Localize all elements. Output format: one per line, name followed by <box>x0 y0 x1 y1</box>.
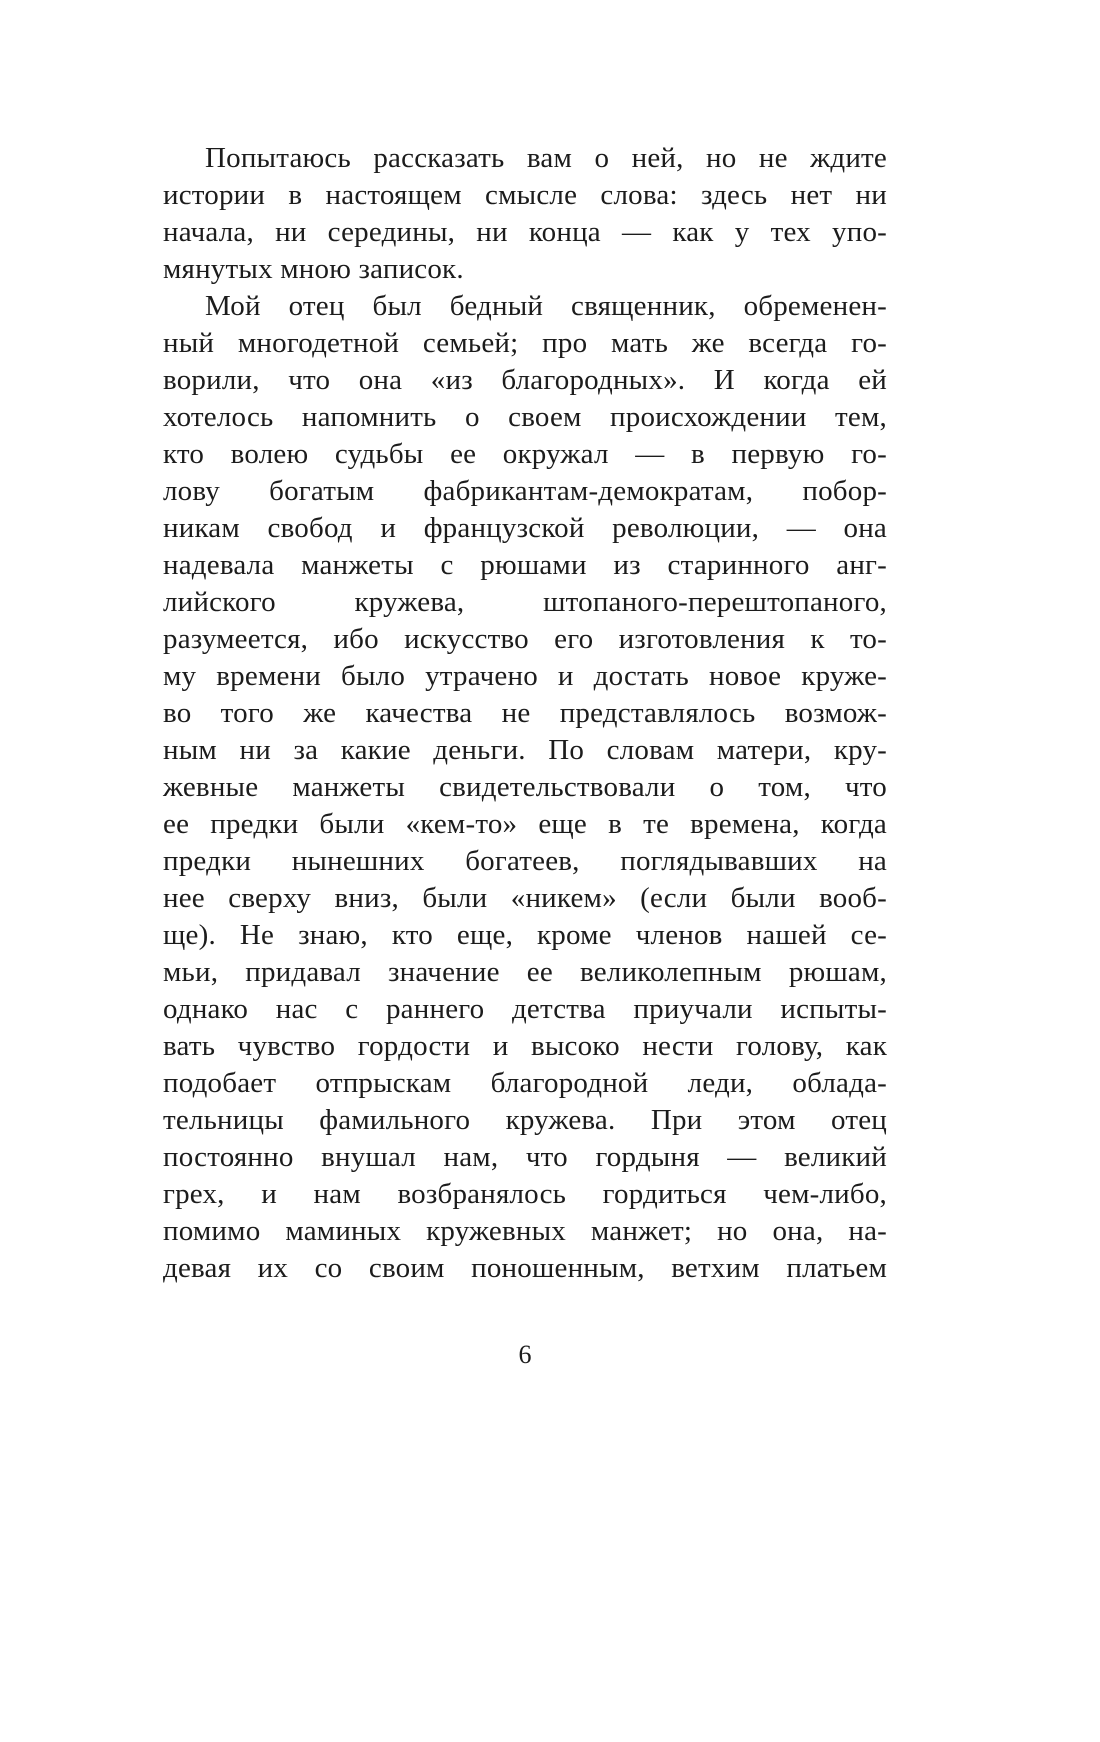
text-line: Попытаюсь рассказать вам о ней, но не ждите <box>205 142 887 174</box>
text-line: мянутых мною записок. <box>163 253 464 285</box>
text-block <box>163 140 887 1287</box>
text-line: предки нынешних богатеев, поглядывавших на <box>163 845 887 877</box>
text-line: постоянно внушал нам, что гордыня — великий <box>163 1141 887 1173</box>
text-line: истории в настоящем смысле слова: здесь нет ни <box>163 179 887 211</box>
text-line: вать чувство гордости и высоко нести голову, как <box>163 1030 887 1062</box>
text-line: мьи, придавал значение ее великолепным рюшам, <box>163 956 887 988</box>
text-line: Мой отец был бедный священник, обременен- <box>205 290 887 322</box>
text-line: ворили, что она «из благородных». И когда ей <box>163 364 887 396</box>
text-line: ным ни за какие деньги. По словам матери, кру- <box>163 734 887 766</box>
page-number: 6 <box>518 1340 532 1369</box>
text-line: хотелось напомнить о своем происхождении тем, <box>163 401 887 433</box>
text-line: начала, ни середины, ни конца — как у тех упо- <box>163 216 887 248</box>
text-line: ее предки были «кем-то» еще в те времена, когда <box>163 808 887 840</box>
text-line: нее сверху вниз, были «никем» (если были вооб- <box>163 882 887 914</box>
text-line: во того же качества не представлялось возмож- <box>163 697 887 729</box>
text-line: жевные манжеты свидетельствовали о том, что <box>163 771 887 803</box>
text-line: никам свобод и французской революции, — она <box>163 512 887 544</box>
text-line: подобает отпрыскам благородной леди, облада- <box>163 1067 887 1099</box>
text-line: ный многодетной семьей; про мать же всегда го- <box>163 327 887 359</box>
text-line: однако нас с раннего детства приучали испыты- <box>163 993 887 1025</box>
text-line: разумеется, ибо искусство его изготовления к то- <box>163 623 887 655</box>
text-line: тельницы фамильного кружева. При этом отец <box>163 1104 887 1136</box>
text-line: лову богатым фабрикантам-демократам, побор- <box>163 475 887 507</box>
text-line: лийского кружева, штопаного-перештопаного, <box>163 586 887 618</box>
text-line: грех, и нам возбранялось гордиться чем-либо, <box>163 1178 887 1210</box>
text-line: девая их со своим поношенным, ветхим платьем <box>163 1252 887 1284</box>
text-line: помимо маминых кружевных манжет; но она, на- <box>163 1215 887 1247</box>
text-line: кто волею судьбы ее окружал — в первую го- <box>163 438 887 470</box>
text-line: ще). Не знаю, кто еще, кроме членов нашей се- <box>163 919 887 951</box>
text-line: надевала манжеты с рюшами из старинного анг- <box>163 549 887 581</box>
text-line: му времени было утрачено и достать новое круже- <box>163 660 887 692</box>
